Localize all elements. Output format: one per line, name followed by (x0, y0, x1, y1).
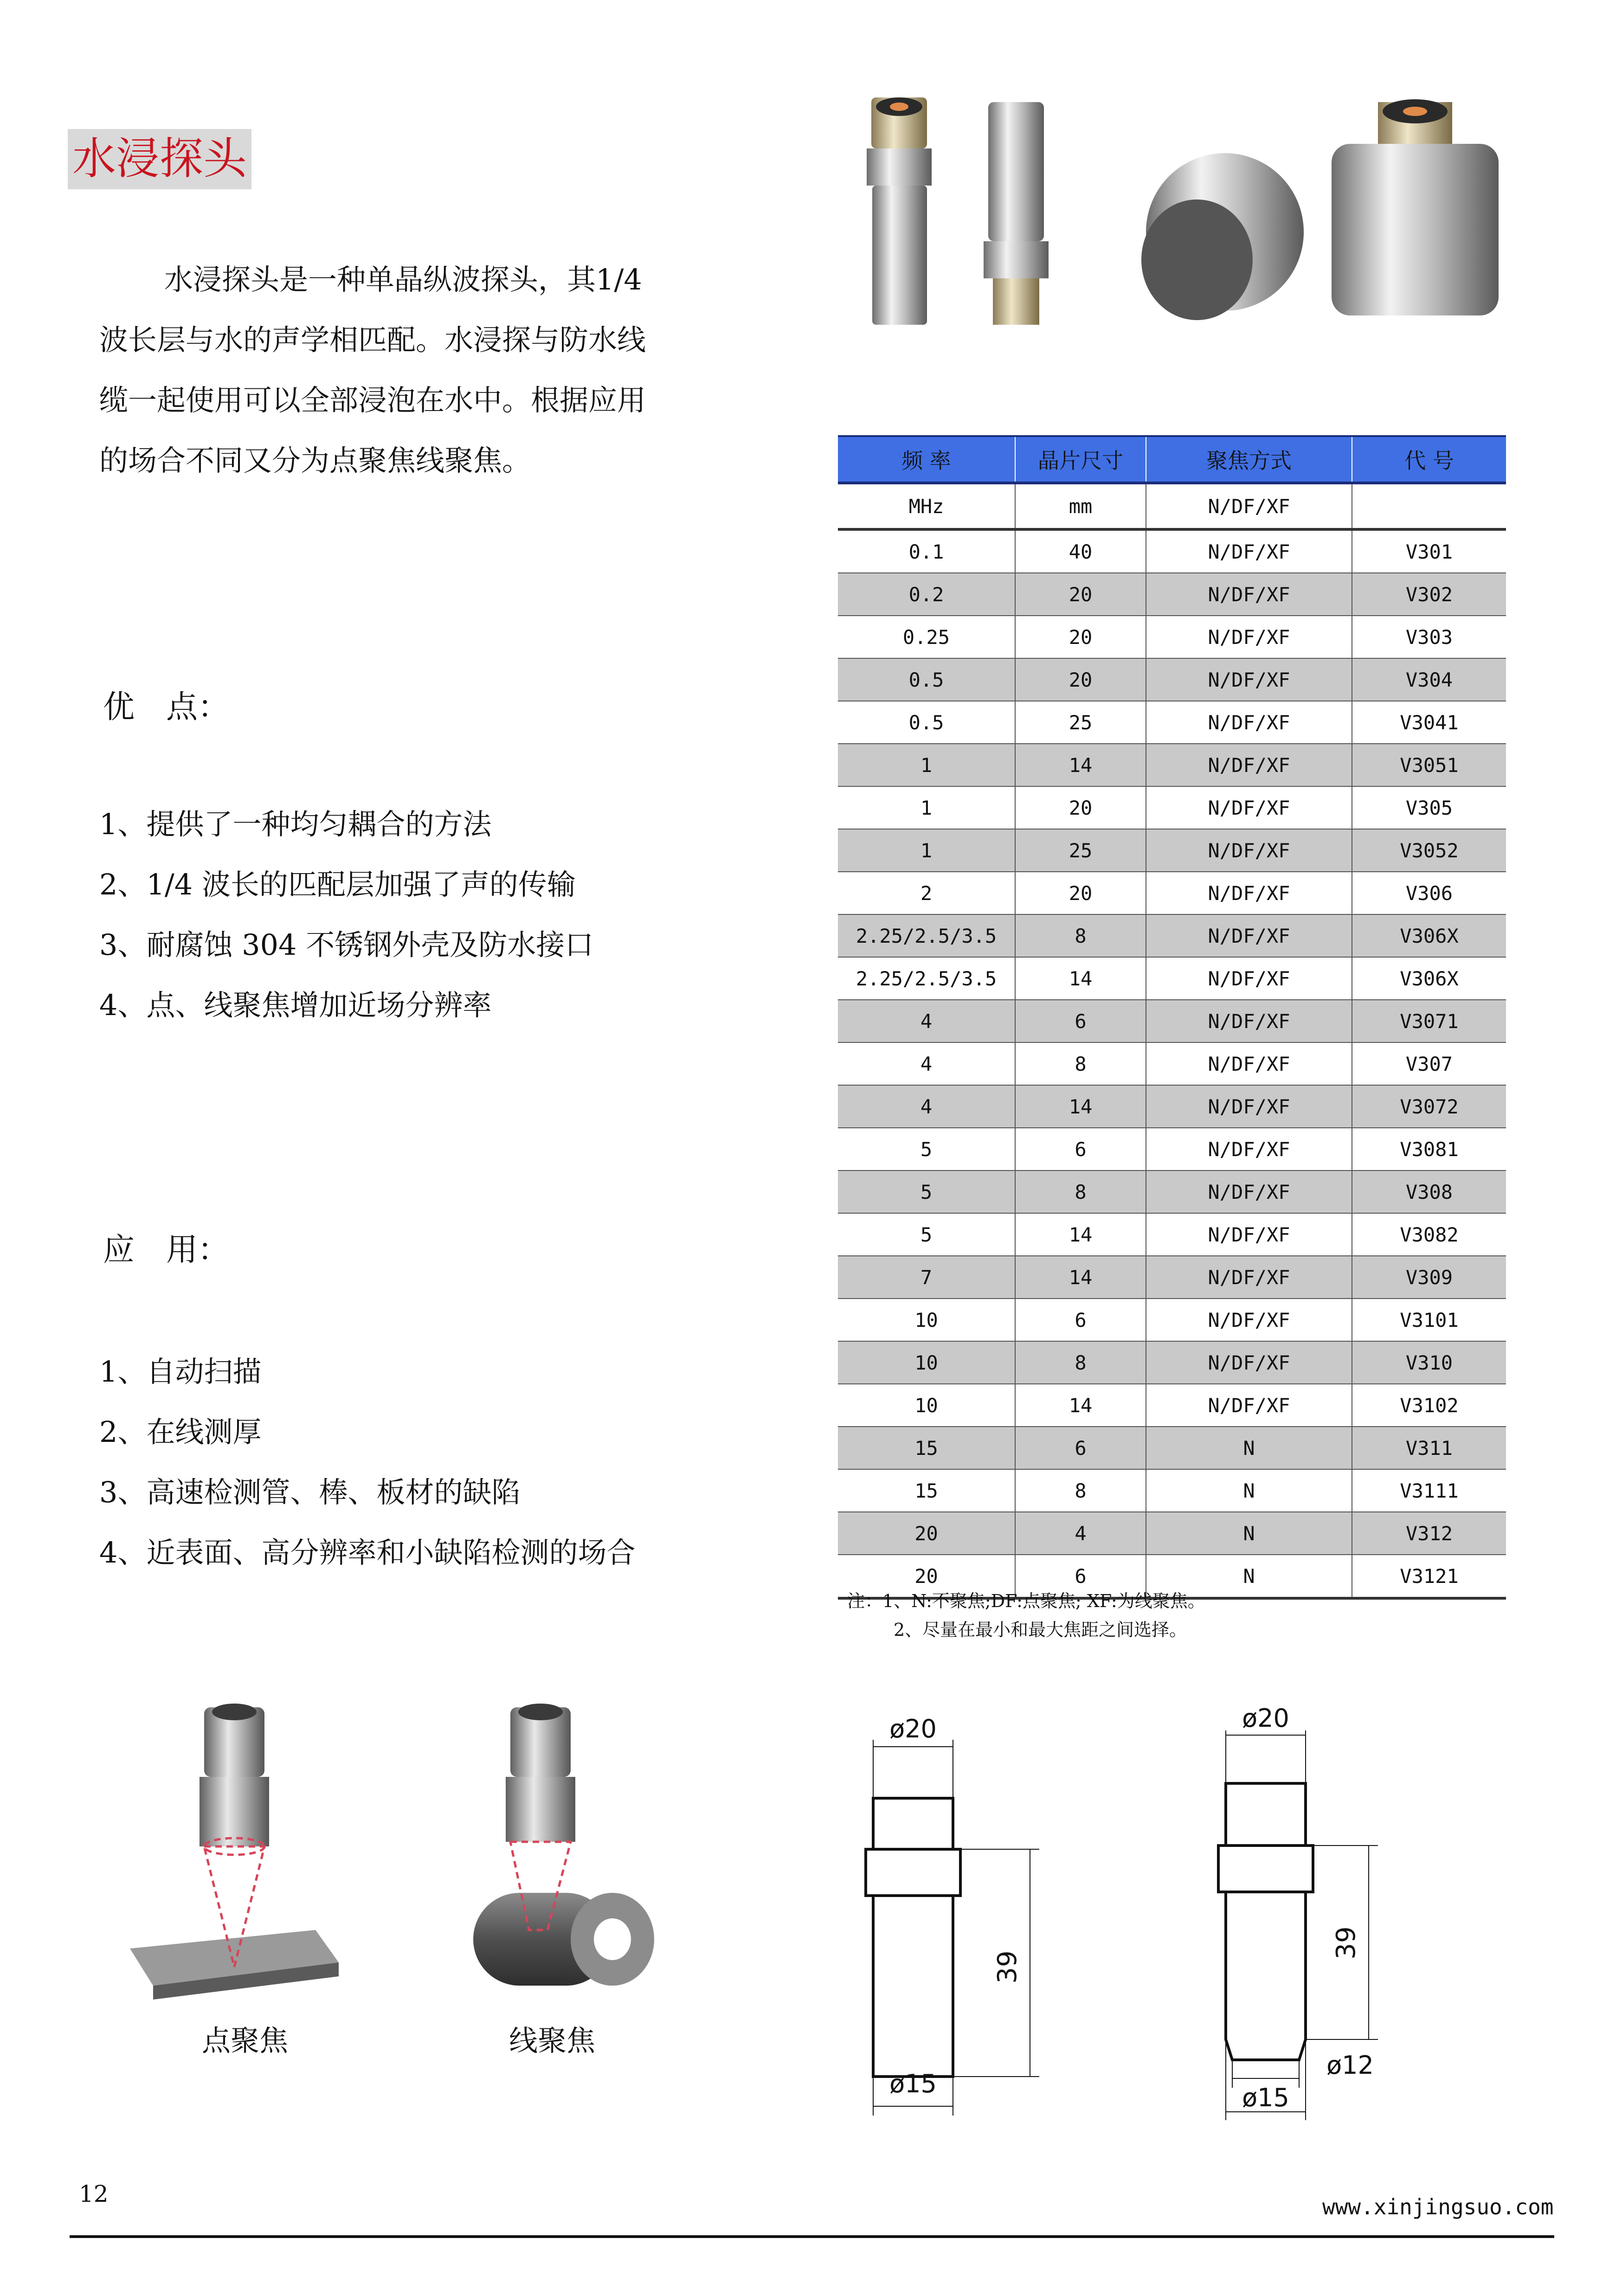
table-cell: 8 (1015, 1341, 1146, 1384)
table-cell: N/DF/XF (1146, 1000, 1352, 1042)
advantages-list (99, 794, 593, 1035)
table-cell: V311 (1352, 1427, 1506, 1469)
table-cell: 8 (1015, 1171, 1146, 1213)
table-cell: N/DF/XF (1146, 786, 1352, 829)
table-cell: 0.1 (838, 529, 1015, 573)
table-cell: V310 (1352, 1341, 1506, 1384)
table-cell: N/DF/XF (1146, 658, 1352, 701)
probe-photo-3 (1141, 153, 1304, 320)
table-cell: V306X (1352, 914, 1506, 957)
table-cell: N/DF/XF (1146, 829, 1352, 872)
table-cell: V312 (1352, 1512, 1506, 1555)
table-cell: V3041 (1352, 701, 1506, 744)
table-cell: 20 (1015, 573, 1146, 616)
table-cell: 20 (838, 1512, 1015, 1555)
table-cell: 20 (1015, 658, 1146, 701)
header-focus-mode: 聚焦方式 (1146, 436, 1352, 483)
note-2: 2、尽量在最小和最大焦距之间选择。 (894, 1620, 1187, 1640)
table-cell: N/DF/XF (1146, 872, 1352, 914)
table-cell: N/DF/XF (1146, 914, 1352, 957)
table-row (838, 1128, 1506, 1171)
table-cell: 14 (1015, 1085, 1146, 1128)
table-cell: 8 (1015, 1469, 1146, 1512)
table-cell: V307 (1352, 1042, 1506, 1085)
table-cell: V304 (1352, 658, 1506, 701)
table-cell: 1 (838, 829, 1015, 872)
table-cell: 10 (838, 1384, 1015, 1427)
list-item: 4、点、线聚焦增加近场分辨率 (99, 988, 492, 1022)
table-cell: 1 (838, 744, 1015, 786)
table-cell: 2.25/2.5/3.5 (838, 957, 1015, 1000)
table-cell: 25 (1015, 701, 1146, 744)
table-cell: 8 (1015, 914, 1146, 957)
table-row (838, 1427, 1506, 1469)
table-cell: V3072 (1352, 1085, 1506, 1128)
table-cell: 0.25 (838, 616, 1015, 658)
table-row (838, 1085, 1506, 1128)
list-item: 1、自动扫描 (99, 1355, 262, 1389)
table-cell: 5 (838, 1213, 1015, 1256)
header-frequency: 频 率 (838, 436, 1015, 483)
table-cell: 14 (1015, 1256, 1146, 1299)
table-cell: V305 (1352, 786, 1506, 829)
table-row (838, 1000, 1506, 1042)
table-cell: N/DF/XF (1146, 1042, 1352, 1085)
table-units-row (838, 483, 1506, 529)
table-cell: 6 (1015, 1128, 1146, 1171)
table-cell: V303 (1352, 616, 1506, 658)
table-cell: 10 (838, 1341, 1015, 1384)
table-cell: N/DF/XF (1146, 529, 1352, 573)
table-cell: 4 (838, 1000, 1015, 1042)
table-cell: 6 (1015, 1000, 1146, 1042)
table-cell: N/DF/XF (1146, 616, 1352, 658)
table-cell: 15 (838, 1469, 1015, 1512)
table-cell: N (1146, 1512, 1352, 1555)
table-cell: 20 (1015, 616, 1146, 658)
point-focus-caption: 点聚焦 (201, 2024, 289, 2058)
footer-divider (70, 2235, 1554, 2238)
table-cell: N/DF/XF (1146, 957, 1352, 1000)
intro-paragraph (99, 250, 647, 491)
table-header-row (838, 436, 1506, 483)
table-cell: V308 (1352, 1171, 1506, 1213)
table-row (838, 1469, 1506, 1512)
line-focus-illustration (473, 1704, 654, 1986)
table-cell: 14 (1015, 1384, 1146, 1427)
list-item: 3、高速检测管、棒、板材的缺陷 (99, 1475, 521, 1509)
table-cell: 0.2 (838, 573, 1015, 616)
drawing1-length: 39 (992, 1950, 1023, 1984)
advantages-heading: 优 点： (103, 689, 230, 726)
drawing2-length: 39 (1331, 1926, 1361, 1960)
table-row (838, 616, 1506, 658)
table-row (838, 914, 1506, 957)
table-cell: 6 (1015, 1427, 1146, 1469)
list-item: 4、近表面、高分辨率和小缺陷检测的场合 (99, 1536, 636, 1569)
table-row (838, 872, 1506, 914)
header-crystal-size: 晶片尺寸 (1015, 436, 1146, 483)
table-row (838, 1512, 1506, 1555)
table-row (838, 1213, 1506, 1256)
table-cell: V3101 (1352, 1299, 1506, 1341)
table-cell: N (1146, 1469, 1352, 1512)
table-row (838, 1042, 1506, 1085)
drawing1-top-dia: ø20 (889, 1714, 937, 1743)
table-cell: 8 (1015, 1042, 1146, 1085)
table-row (838, 1299, 1506, 1341)
product-photos (854, 93, 1522, 371)
table-cell: 7 (838, 1256, 1015, 1299)
list-item: 1、提供了一种均匀耦合的方法 (99, 807, 492, 841)
focus-illustrations (121, 1698, 677, 2060)
table-cell: 2 (838, 872, 1015, 914)
unit-cell: N/DF/XF (1146, 483, 1352, 529)
table-cell: 4 (1015, 1512, 1146, 1555)
table-cell: N/DF/XF (1146, 1299, 1352, 1341)
table-cell: 5 (838, 1128, 1015, 1171)
table-cell: V3121 (1352, 1555, 1506, 1598)
table-cell: N/DF/XF (1146, 1384, 1352, 1427)
page-title: 水浸探头 (68, 129, 251, 189)
table-cell: N/DF/XF (1146, 1256, 1352, 1299)
table-cell: 25 (1015, 829, 1146, 872)
table-row (838, 529, 1506, 573)
table-row (838, 658, 1506, 701)
table-cell: 1 (838, 786, 1015, 829)
note-1: 注：1、N:不聚焦;DF:点聚焦; XF:为线聚焦。 (847, 1591, 1205, 1611)
table-cell: V3052 (1352, 829, 1506, 872)
applications-heading: 应 用： (103, 1232, 230, 1268)
table-row (838, 1384, 1506, 1427)
table-cell: V309 (1352, 1256, 1506, 1299)
website-url: www.xinjingsuo.com (1322, 2194, 1554, 2219)
probe-photo-2 (984, 102, 1049, 325)
table-row (838, 1256, 1506, 1299)
table-cell: 0.5 (838, 701, 1015, 744)
unit-cell: MHz (838, 483, 1015, 529)
table-row (838, 701, 1506, 744)
applications-list (99, 1342, 635, 1583)
table-cell: N (1146, 1555, 1352, 1598)
table-cell: V3051 (1352, 744, 1506, 786)
table-row (838, 1341, 1506, 1384)
drawing-straight-probe (866, 1740, 1039, 2116)
drawing2-top-dia: ø20 (1242, 1704, 1289, 1733)
drawing1-bottom-dia: ø15 (889, 2069, 937, 2098)
table-cell: V3102 (1352, 1384, 1506, 1427)
unit-cell: mm (1015, 483, 1146, 529)
table-row (838, 744, 1506, 786)
table-cell: N (1146, 1427, 1352, 1469)
table-cell: 2.25/2.5/3.5 (838, 914, 1015, 957)
table-cell: V302 (1352, 573, 1506, 616)
unit-cell (1352, 483, 1506, 529)
table-cell: N/DF/XF (1146, 573, 1352, 616)
table-cell: N/DF/XF (1146, 1341, 1352, 1384)
table-cell: 6 (1015, 1555, 1146, 1598)
list-item: 3、耐腐蚀 304 不锈钢外壳及防水接口 (99, 928, 594, 962)
table-cell: V301 (1352, 529, 1506, 573)
probe-photo-1 (867, 97, 932, 325)
line-focus-caption: 线聚焦 (508, 2024, 596, 2058)
table-cell: 14 (1015, 957, 1146, 1000)
page-number: 12 (79, 2180, 109, 2207)
probe-photo-4 (1332, 99, 1499, 315)
table-cell: N/DF/XF (1146, 701, 1352, 744)
table-cell: 15 (838, 1427, 1015, 1469)
table-cell: N/DF/XF (1146, 1171, 1352, 1213)
list-item: 2、1/4 波长的匹配层加强了声的传输 (99, 868, 576, 901)
drawing2-tip-dia: ø12 (1326, 2051, 1374, 2080)
table-cell: 20 (838, 1555, 1015, 1598)
table-cell: 14 (1015, 744, 1146, 786)
table-cell: 20 (1015, 786, 1146, 829)
table-cell: 14 (1015, 1213, 1146, 1256)
table-cell: N/DF/XF (1146, 1085, 1352, 1128)
header-model-code: 代 号 (1352, 436, 1506, 483)
table-cell: 6 (1015, 1299, 1146, 1341)
table-cell: V3071 (1352, 1000, 1506, 1042)
table-row (838, 829, 1506, 872)
table-cell: N/DF/XF (1146, 1128, 1352, 1171)
table-cell: N/DF/XF (1146, 1213, 1352, 1256)
drawing2-bottom-dia: ø15 (1242, 2083, 1289, 2112)
table-cell: V306 (1352, 872, 1506, 914)
table-cell: V3081 (1352, 1128, 1506, 1171)
table-cell: N/DF/XF (1146, 744, 1352, 786)
table-cell: 20 (1015, 872, 1146, 914)
table-cell: V3111 (1352, 1469, 1506, 1512)
intro-text: 水浸探头是一种单晶纵波探头，其1/4 波长层与水的声学相匹配。水浸探与防水线缆一起使用可以全部浸泡在水中。根据应用的场合不同又分为点聚焦线聚焦。 (99, 263, 646, 477)
table-cell: 10 (838, 1299, 1015, 1341)
table-cell: V306X (1352, 957, 1506, 1000)
table-cell: V3082 (1352, 1213, 1506, 1256)
table-row (838, 1171, 1506, 1213)
table-cell: 4 (838, 1085, 1015, 1128)
table-row (838, 573, 1506, 616)
table-notes (847, 1587, 1205, 1644)
spec-table (838, 435, 1506, 1600)
table-cell: 40 (1015, 529, 1146, 573)
table-row (838, 957, 1506, 1000)
table-cell: 4 (838, 1042, 1015, 1085)
table-row (838, 786, 1506, 829)
table-cell: 5 (838, 1171, 1015, 1213)
list-item: 2、在线测厚 (99, 1415, 262, 1449)
technical-drawings (844, 1689, 1494, 2134)
table-cell: 0.5 (838, 658, 1015, 701)
point-focus-illustration (130, 1704, 339, 2000)
